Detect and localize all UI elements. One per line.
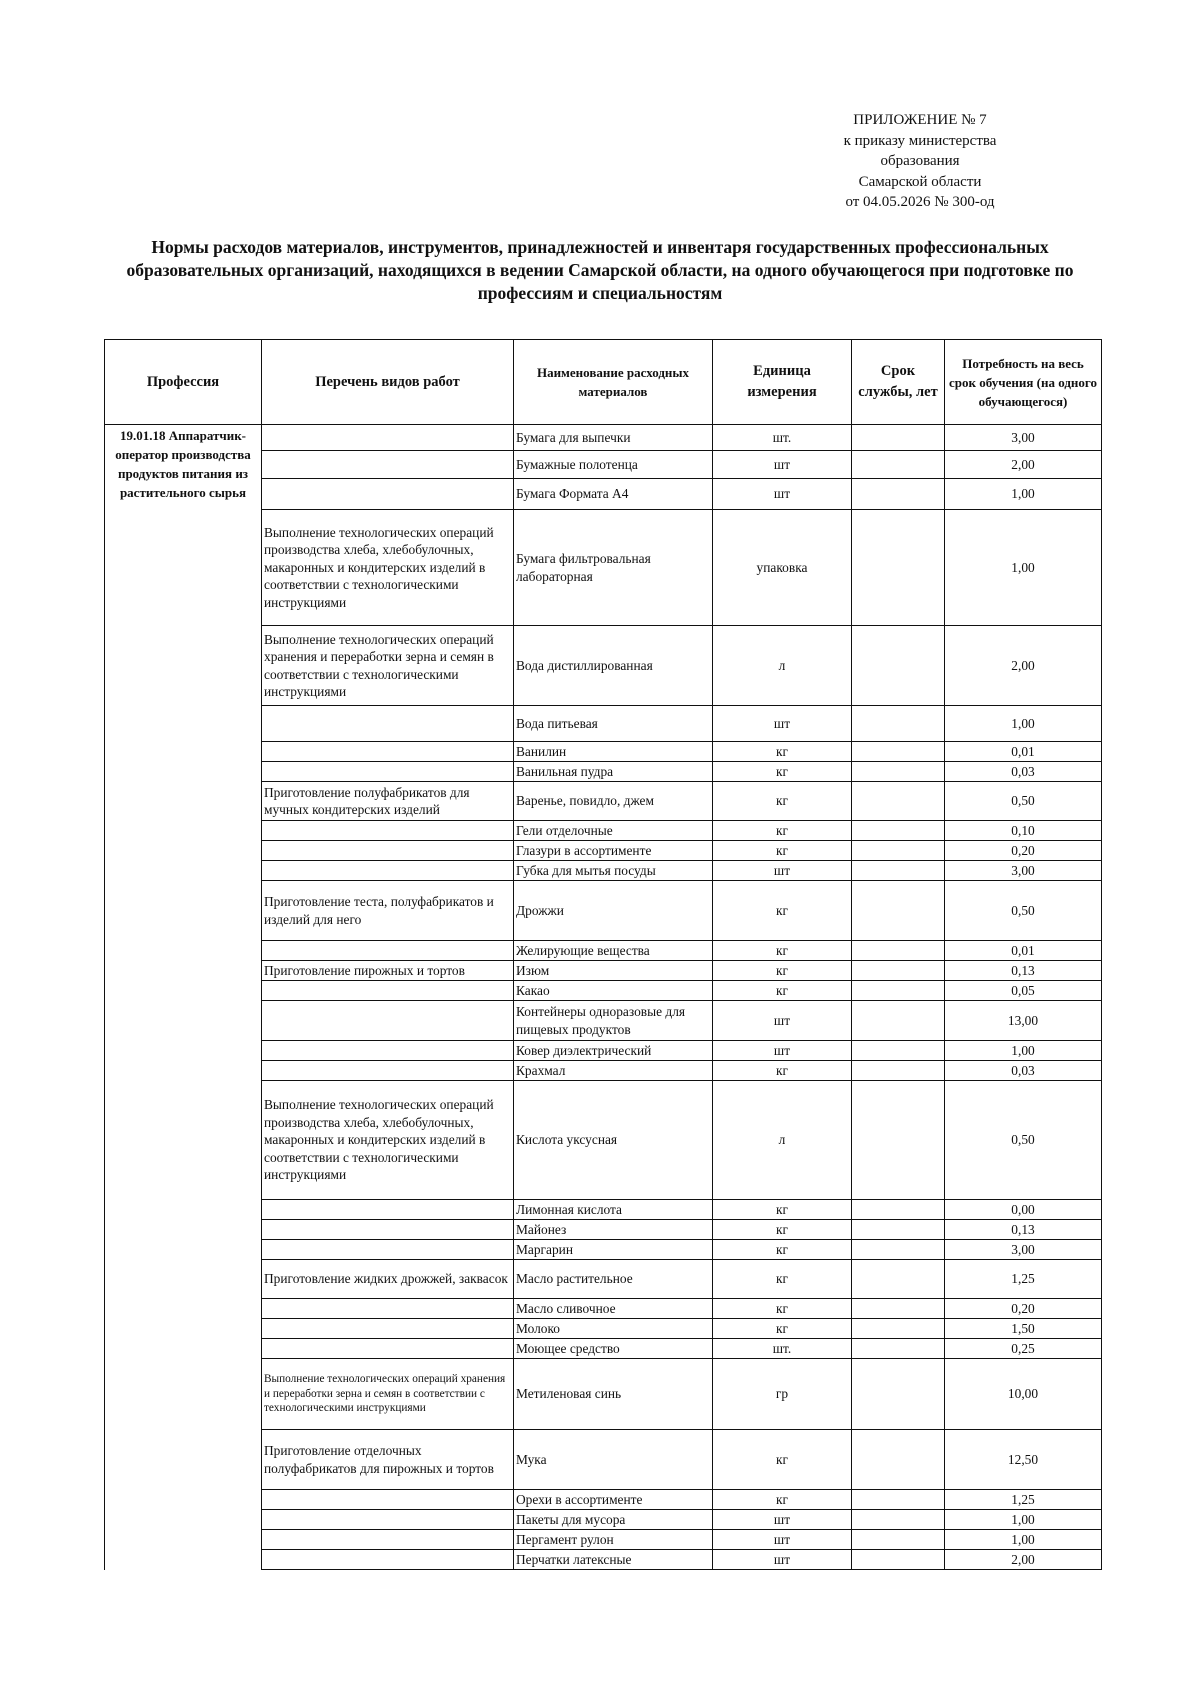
appendix-line: от 04.05.2026 № 300-од bbox=[845, 194, 995, 210]
service-life-cell bbox=[852, 762, 945, 782]
unit-cell: шт bbox=[713, 451, 852, 479]
column-header-need: Потребность на весь срок обучения (на одного обучающегося) bbox=[945, 340, 1102, 425]
quantity-cell: 0,50 bbox=[945, 881, 1102, 941]
service-life-cell bbox=[852, 841, 945, 861]
quantity-cell: 1,00 bbox=[945, 1530, 1102, 1550]
work-type-cell bbox=[262, 1510, 514, 1530]
quantity-cell: 1,25 bbox=[945, 1490, 1102, 1510]
service-life-cell bbox=[852, 1081, 945, 1200]
service-life-cell bbox=[852, 1430, 945, 1490]
document-title: Нормы расходов материалов, инструментов, принадлежностей и инвентаря государственных профессиональных образовательных организаций, находящихся в ведении Самарской области, на одного обучающегося при подготовке по профессиям и специальностям bbox=[126, 237, 1074, 303]
quantity-cell: 1,50 bbox=[945, 1319, 1102, 1339]
work-type-cell bbox=[262, 1061, 514, 1081]
unit-cell: кг bbox=[713, 782, 852, 821]
quantity-cell: 2,00 bbox=[945, 451, 1102, 479]
quantity-cell: 0,00 bbox=[945, 1200, 1102, 1220]
quantity-cell: 1,00 bbox=[945, 706, 1102, 742]
work-type-cell: Приготовление жидких дрожжей, заквасок bbox=[262, 1260, 514, 1299]
material-cell: Вода питьевая bbox=[514, 706, 713, 742]
service-life-cell bbox=[852, 1240, 945, 1260]
material-cell: Ковер диэлектрический bbox=[514, 1041, 713, 1061]
quantity-cell: 0,25 bbox=[945, 1339, 1102, 1359]
unit-cell: кг bbox=[713, 841, 852, 861]
work-type-cell: Выполнение технологических операций хранения и переработки зерна и семян в соответствии с технологическими инструкциями bbox=[262, 1359, 514, 1430]
quantity-cell: 12,50 bbox=[945, 1430, 1102, 1490]
quantity-cell: 3,00 bbox=[945, 425, 1102, 451]
material-cell: Бумага для выпечки bbox=[514, 425, 713, 451]
material-cell: Орехи в ассортименте bbox=[514, 1490, 713, 1510]
unit-cell: шт bbox=[713, 1550, 852, 1570]
unit-cell: шт bbox=[713, 1001, 852, 1041]
unit-cell: шт bbox=[713, 479, 852, 510]
unit-cell: кг bbox=[713, 1240, 852, 1260]
material-cell: Гели отделочные bbox=[514, 821, 713, 841]
service-life-cell bbox=[852, 861, 945, 881]
quantity-cell: 2,00 bbox=[945, 626, 1102, 706]
quantity-cell: 3,00 bbox=[945, 861, 1102, 881]
unit-cell: кг bbox=[713, 881, 852, 941]
work-type-cell bbox=[262, 1200, 514, 1220]
material-cell: Крахмал bbox=[514, 1061, 713, 1081]
quantity-cell: 0,20 bbox=[945, 1299, 1102, 1319]
service-life-cell bbox=[852, 425, 945, 451]
quantity-cell: 1,00 bbox=[945, 1510, 1102, 1530]
unit-cell: кг bbox=[713, 961, 852, 981]
unit-cell: шт bbox=[713, 1530, 852, 1550]
service-life-cell bbox=[852, 1339, 945, 1359]
service-life-cell bbox=[852, 981, 945, 1001]
work-type-cell: Приготовление отделочных полуфабрикатов для пирожных и тортов bbox=[262, 1430, 514, 1490]
material-cell: Какао bbox=[514, 981, 713, 1001]
appendix-line: Самарской области bbox=[858, 173, 982, 190]
work-type-cell bbox=[262, 425, 514, 451]
quantity-cell: 3,00 bbox=[945, 1240, 1102, 1260]
work-type-cell bbox=[262, 821, 514, 841]
appendix-line: ПРИЛОЖЕНИЕ № 7 bbox=[853, 112, 987, 128]
work-type-cell: Приготовление полуфабрикатов для мучных кондитерских изделий bbox=[262, 782, 514, 821]
appendix-line: образования bbox=[880, 153, 960, 169]
material-cell: Вода дистиллированная bbox=[514, 626, 713, 706]
service-life-cell bbox=[852, 1041, 945, 1061]
material-cell: Пакеты для мусора bbox=[514, 1510, 713, 1530]
unit-cell: кг bbox=[713, 762, 852, 782]
unit-cell: шт bbox=[713, 1041, 852, 1061]
work-type-cell bbox=[262, 451, 514, 479]
unit-cell: кг bbox=[713, 1319, 852, 1339]
material-cell: Глазури в ассортименте bbox=[514, 841, 713, 861]
service-life-cell bbox=[852, 1001, 945, 1041]
material-cell: Дрожжи bbox=[514, 881, 713, 941]
table-body bbox=[105, 425, 1102, 1570]
unit-cell: шт bbox=[713, 1510, 852, 1530]
service-life-cell bbox=[852, 881, 945, 941]
unit-cell: кг bbox=[713, 1200, 852, 1220]
material-cell: Пергамент рулон bbox=[514, 1530, 713, 1550]
quantity-cell: 0,20 bbox=[945, 841, 1102, 861]
work-type-cell bbox=[262, 479, 514, 510]
service-life-cell bbox=[852, 1359, 945, 1430]
material-cell: Лимонная кислота bbox=[514, 1200, 713, 1220]
service-life-cell bbox=[852, 782, 945, 821]
quantity-cell: 1,25 bbox=[945, 1260, 1102, 1299]
service-life-cell bbox=[852, 1260, 945, 1299]
work-type-cell bbox=[262, 1299, 514, 1319]
unit-cell: шт. bbox=[713, 1339, 852, 1359]
column-header-service-life: Срок службы, лет bbox=[852, 340, 945, 425]
material-cell: Ванильная пудра bbox=[514, 762, 713, 782]
material-cell: Контейнеры одноразовые для пищевых продуктов bbox=[514, 1001, 713, 1041]
work-type-cell bbox=[262, 841, 514, 861]
service-life-cell bbox=[852, 1220, 945, 1240]
work-type-cell bbox=[262, 1240, 514, 1260]
unit-cell: упаковка bbox=[713, 510, 852, 626]
work-type-cell: Выполнение технологических операций производства хлеба, хлебобулочных, макаронных и кондитерских изделий в соответствии с технологическими инструкциями bbox=[262, 1081, 514, 1200]
quantity-cell: 0,10 bbox=[945, 821, 1102, 841]
material-cell: Губка для мытья посуды bbox=[514, 861, 713, 881]
material-cell: Кислота уксусная bbox=[514, 1081, 713, 1200]
material-cell: Изюм bbox=[514, 961, 713, 981]
work-type-cell bbox=[262, 1530, 514, 1550]
material-cell: Бумага фильтровальная лабораторная bbox=[514, 510, 713, 626]
material-cell: Моющее средство bbox=[514, 1339, 713, 1359]
service-life-cell bbox=[852, 941, 945, 961]
unit-cell: кг bbox=[713, 1299, 852, 1319]
table-row bbox=[105, 425, 1102, 451]
work-type-cell bbox=[262, 1550, 514, 1570]
work-type-cell: Выполнение технологических операций производства хлеба, хлебобулочных, макаронных и кондитерских изделий в соответствии с технологическими инструкциями bbox=[262, 510, 514, 626]
quantity-cell: 0,50 bbox=[945, 1081, 1102, 1200]
quantity-cell: 0,13 bbox=[945, 1220, 1102, 1240]
column-header-profession: Профессия bbox=[105, 340, 262, 425]
unit-cell: кг bbox=[713, 1220, 852, 1240]
quantity-cell: 1,00 bbox=[945, 1041, 1102, 1061]
unit-cell: кг bbox=[713, 1061, 852, 1081]
unit-cell: кг bbox=[713, 1260, 852, 1299]
service-life-cell bbox=[852, 1061, 945, 1081]
material-cell: Ванилин bbox=[514, 742, 713, 762]
material-cell: Масло сливочное bbox=[514, 1299, 713, 1319]
unit-cell: кг bbox=[713, 1490, 852, 1510]
work-type-cell bbox=[262, 706, 514, 742]
service-life-cell bbox=[852, 510, 945, 626]
service-life-cell bbox=[852, 961, 945, 981]
service-life-cell bbox=[852, 1200, 945, 1220]
material-cell: Бумажные полотенца bbox=[514, 451, 713, 479]
service-life-cell bbox=[852, 742, 945, 762]
work-type-cell bbox=[262, 1490, 514, 1510]
unit-cell: шт bbox=[713, 706, 852, 742]
service-life-cell bbox=[852, 479, 945, 510]
unit-cell: кг bbox=[713, 821, 852, 841]
unit-cell: кг bbox=[713, 981, 852, 1001]
service-life-cell bbox=[852, 821, 945, 841]
unit-cell: шт. bbox=[713, 425, 852, 451]
unit-cell: кг bbox=[713, 742, 852, 762]
service-life-cell bbox=[852, 706, 945, 742]
service-life-cell bbox=[852, 1550, 945, 1570]
material-cell: Мука bbox=[514, 1430, 713, 1490]
work-type-cell bbox=[262, 742, 514, 762]
quantity-cell: 0,03 bbox=[945, 762, 1102, 782]
column-header-work-types: Перечень видов работ bbox=[262, 340, 514, 425]
unit-cell: кг bbox=[713, 941, 852, 961]
work-type-cell bbox=[262, 1001, 514, 1041]
quantity-cell: 2,00 bbox=[945, 1550, 1102, 1570]
quantity-cell: 0,50 bbox=[945, 782, 1102, 821]
quantity-cell: 1,00 bbox=[945, 510, 1102, 626]
quantity-cell: 10,00 bbox=[945, 1359, 1102, 1430]
work-type-cell bbox=[262, 1319, 514, 1339]
work-type-cell: Приготовление пирожных и тортов bbox=[262, 961, 514, 981]
service-life-cell bbox=[852, 1299, 945, 1319]
material-cell: Варенье, повидло, джем bbox=[514, 782, 713, 821]
work-type-cell bbox=[262, 861, 514, 881]
service-life-cell bbox=[852, 1530, 945, 1550]
quantity-cell: 1,00 bbox=[945, 479, 1102, 510]
service-life-cell bbox=[852, 626, 945, 706]
appendix-block bbox=[790, 110, 1050, 213]
column-header-material: Наименование расходных материалов bbox=[514, 340, 713, 425]
quantity-cell: 0,13 bbox=[945, 961, 1102, 981]
unit-cell: л bbox=[713, 1081, 852, 1200]
service-life-cell bbox=[852, 1510, 945, 1530]
material-cell: Масло растительное bbox=[514, 1260, 713, 1299]
quantity-cell: 0,01 bbox=[945, 742, 1102, 762]
material-cell: Метиленовая синь bbox=[514, 1359, 713, 1430]
quantity-cell: 0,05 bbox=[945, 981, 1102, 1001]
unit-cell: л bbox=[713, 626, 852, 706]
work-type-cell bbox=[262, 1339, 514, 1359]
profession-cell: 19.01.18 Аппаратчик-оператор производства продуктов питания из растительного сырья bbox=[105, 425, 262, 1570]
service-life-cell bbox=[852, 1319, 945, 1339]
unit-cell: шт bbox=[713, 861, 852, 881]
service-life-cell bbox=[852, 1490, 945, 1510]
work-type-cell: Приготовление теста, полуфабрикатов и изделий для него bbox=[262, 881, 514, 941]
work-type-cell bbox=[262, 1220, 514, 1240]
work-type-cell bbox=[262, 941, 514, 961]
unit-cell: гр bbox=[713, 1359, 852, 1430]
work-type-cell: Выполнение технологических операций хранения и переработки зерна и семян в соответствии с технологическими инструкциями bbox=[262, 626, 514, 706]
quantity-cell: 0,01 bbox=[945, 941, 1102, 961]
unit-cell: кг bbox=[713, 1430, 852, 1490]
norms-table bbox=[104, 339, 1102, 1570]
material-cell: Перчатки латексные bbox=[514, 1550, 713, 1570]
material-cell: Бумага Формата А4 bbox=[514, 479, 713, 510]
work-type-cell bbox=[262, 1041, 514, 1061]
material-cell: Маргарин bbox=[514, 1240, 713, 1260]
appendix-line: к приказу министерства bbox=[843, 132, 997, 149]
material-cell: Майонез bbox=[514, 1220, 713, 1240]
column-header-unit: Единица измерения bbox=[713, 340, 852, 425]
table-header-row bbox=[105, 340, 1102, 425]
service-life-cell bbox=[852, 451, 945, 479]
work-type-cell bbox=[262, 762, 514, 782]
material-cell: Молоко bbox=[514, 1319, 713, 1339]
material-cell: Желирующие вещества bbox=[514, 941, 713, 961]
work-type-cell bbox=[262, 981, 514, 1001]
quantity-cell: 0,03 bbox=[945, 1061, 1102, 1081]
quantity-cell: 13,00 bbox=[945, 1001, 1102, 1041]
